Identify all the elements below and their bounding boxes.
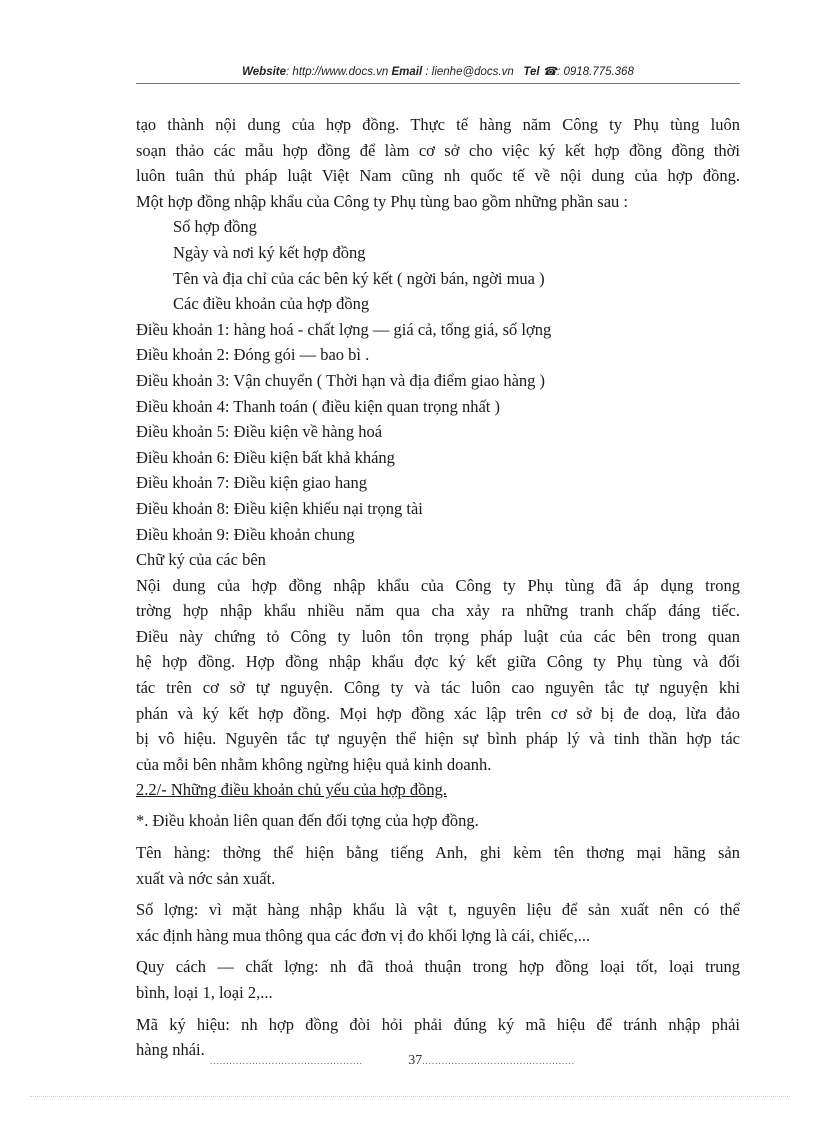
clause-line: Điều khoản 2: Đóng gói — bao bì . — [136, 345, 370, 365]
clause-line: Điều khoản 9: Điều khoản chung — [136, 524, 355, 544]
phone-icon: ☎ — [542, 66, 558, 78]
item-ma-ky-hieu-line: hàng nhái. — [136, 1040, 205, 1060]
paragraph-line: Điều này chứng tỏ Công ty luôn tôn trọng pháp luật của các bên trong quan — [136, 626, 740, 646]
clause-line: Điều khoản 8: Điều kiện khiếu nại trọng tài — [136, 498, 423, 518]
website-url: : http://www.docs.vn — [286, 66, 389, 78]
clause-line: Điều khoản 4: Thanh toán ( điều kiện quan trọng nhất ) — [136, 396, 500, 416]
paragraph-line: Nội dung của hợp đồng nhập khẩu của Công ty Phụ tùng đã áp dụng trong — [136, 575, 740, 595]
contract-part: Tên và địa chỉ của các bên ký kết ( ngời bán, ngời mua ) — [173, 268, 545, 288]
intro-line-last: Một hợp đồng nhập khẩu của Công ty Phụ tùng bao gồm những phần sau : — [136, 191, 629, 211]
item-ten-hang-line: xuất và nớc sản xuất. — [136, 868, 276, 888]
page-header — [136, 64, 740, 78]
page-number: 37 — [408, 1053, 423, 1068]
clause-line: Điều khoản 3: Vận chuyển ( Thời hạn và địa điểm giao hàng ) — [136, 370, 546, 390]
paragraph-line: hệ hợp đồng. Hợp đồng nhập khẩu đợc ký kết giữa Công ty Phụ tùng và đối — [136, 652, 740, 672]
contract-part: Ngày và nơi ký kết hợp đồng — [173, 242, 366, 262]
clause-line: Điều khoản 5: Điều kiện về hàng hoá — [136, 422, 383, 442]
website-label: Website — [242, 66, 287, 78]
item-so-luong-line: xác định hàng mua thông qua các đơn vị đo khối lợng là cái, chiếc,... — [136, 925, 591, 945]
email-address: : lienhe@docs.vn — [422, 66, 514, 78]
signature-line: Chữ ký của các bên — [136, 550, 266, 570]
intro-line: soạn thảo các mẫu hợp đồng để làm cơ sở cho việc ký kết hợp đồng đồng thời — [136, 140, 740, 160]
contract-part: Số hợp đồng — [173, 217, 257, 237]
header-divider — [136, 83, 740, 84]
footer-dots-right: ............................................... — [422, 1056, 575, 1066]
document-body — [136, 112, 740, 1063]
subsection-heading: *. Điều khoản liên quan đến đối tợng của hợp đồng. — [136, 811, 479, 831]
paragraph-line: trờng hợp nhập khẩu nhiều năm qua cha xảy ra những tranh chấp đáng tiếc. — [136, 601, 740, 621]
intro-line: tạo thành nội dung của hợp đồng. Thực tế hàng năm Công ty Phụ tùng luôn — [136, 115, 740, 134]
item-ten-hang-line: Tên hàng: thờng thể hiện bằng tiếng Anh, ghi kèm tên thơng mại hãng sản — [136, 843, 740, 863]
page-footer — [210, 1052, 610, 1069]
clause-line: Điều khoản 1: hàng hoá - chất lợng — giá cả, tổng giá, số lợng — [136, 319, 552, 339]
item-quy-cach-line: bình, loại 1, loại 2,... — [136, 983, 273, 1002]
section-heading: 2.2/- Những điều khoản chủ yếu của hợp đồng. — [136, 780, 447, 800]
paragraph-line: bị vô hiệu. Nguyên tắc tự nguyện thể hiện sự bình pháp lý và tinh thần hợp tác — [136, 729, 740, 749]
item-ma-ky-hieu-line: Mã ký hiệu: nh hợp đồng đòi hỏi phải đúng ký mã hiệu để tránh nhập phải — [136, 1014, 740, 1034]
bottom-divider — [30, 1096, 790, 1097]
footer-dots-left: ............................................... — [210, 1056, 363, 1066]
intro-line: luôn tuân thủ pháp luật Việt Nam cũng nh quốc tế về nội dung của hợp đồng. — [136, 166, 740, 186]
tel-number: : 0918.775.368 — [557, 66, 634, 78]
email-label: Email — [391, 66, 423, 78]
paragraph-line-last: của mỗi bên nhằm không ngừng hiệu quả kinh doanh. — [136, 754, 492, 774]
clause-line: Điều khoản 6: Điều kiện bất khả kháng — [136, 447, 395, 467]
item-quy-cach-line: Quy cách — chất lợng: nh đã thoả thuận trong hợp đồng loại tốt, loại trung — [136, 957, 740, 977]
contract-part: Các điều khoản của hợp đồng — [173, 294, 370, 314]
paragraph-line: tác trên cơ sở tự nguyện. Công ty và tác luôn cao nguyên tắc tự nguyện khi — [136, 678, 740, 698]
item-so-luong-line: Số lợng: vì mặt hàng nhập khẩu là vật t, nguyên liệu để sản xuất nên có thể — [136, 900, 740, 920]
tel-label: Tel — [523, 66, 540, 78]
clause-line: Điều khoản 7: Điều kiện giao hang — [136, 473, 367, 493]
paragraph-line: phán và ký kết hợp đồng. Mọi hợp đồng xác lập trên cơ sở bị đe doạ, lừa đảo — [136, 703, 740, 723]
